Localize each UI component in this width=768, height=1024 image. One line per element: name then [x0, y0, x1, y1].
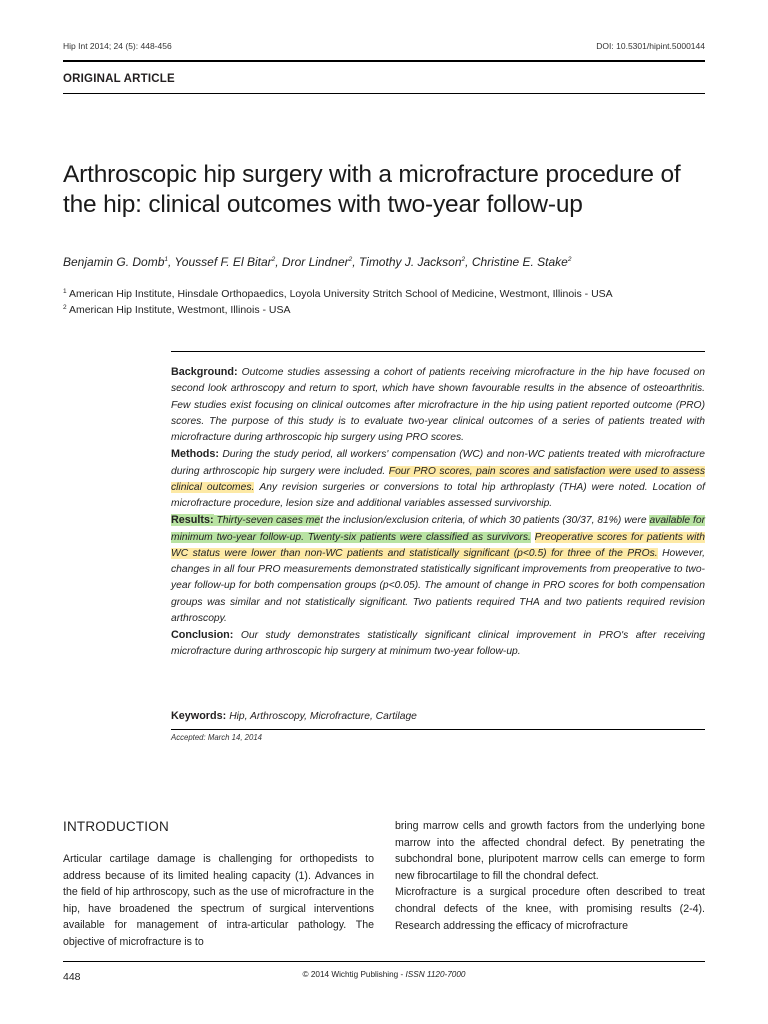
footer-rule [63, 961, 705, 962]
abstract-results-label: Results: [171, 514, 214, 527]
body-paragraph: bring marrow cells and growth factors from the underlying bone marrow into the affected chondral defect. By penetrating the subchondral bone, pluripotent marrow cells can emerge to form new fibrocartilage to fill the chondral defect. [395, 820, 705, 882]
author: Timothy J. Jackson [358, 255, 462, 269]
abstract-background-label: Background: [171, 366, 238, 378]
author-affiliation-mark: 2 [461, 256, 466, 263]
copyright [0, 970, 768, 979]
abstract-methods-label: Methods: [171, 448, 219, 461]
results-highlight-green: available for minimum two-year follow-up. Twenty-six patients were classified as survivors. [171, 515, 705, 543]
author: Youssef F. El Bitar [174, 255, 272, 269]
abstract-background-text: Outcome studies assessing a cohort of patients receiving microfracture in the hip have focused on second look arthroscopy and return to sport, which have shown favourable results in the absence of osteoarthritis. Few studies exist focusing on clinical outcomes after microfracture in the hip using patient reported outcome (PRO) scores. The purpose of this study is to evaluate two-year clinical outcomes of a series of patients treated with microfracture during arthroscopic hip surgery using PRO scores. [171, 367, 705, 443]
keywords-label: Keywords: [171, 710, 227, 722]
body-paragraph: Microfracture is a surgical procedure often described to treat chondral defects of the knee, with promising results (2-4). Research addressing the efficacy of microfracture [395, 886, 705, 932]
section-label: ORIGINAL ARTICLE [63, 73, 175, 85]
abstract [171, 364, 705, 661]
abstract-rule-top [171, 351, 705, 352]
abstract-methods [171, 446, 705, 512]
abstract-methods-text: During the study period, all workers' compensation (WC) and non-WC patients treated with microfracture during arthroscopic hip surgery were included. [171, 449, 705, 477]
abstract-methods-text: Any revision surgeries or conversions to total hip arthroplasty (THA) were noted. Location of microfracture procedure, lesion size and additional variables assessed survivorship. [171, 481, 705, 509]
keywords-text: Hip, Arthroscopy, Microfracture, Cartilage [229, 711, 417, 722]
author-separator: , [168, 255, 175, 269]
results-highlight-green: Thirty-seven cases me [216, 515, 321, 527]
keywords [171, 710, 417, 722]
affiliation [63, 304, 291, 316]
header-rule-bottom [63, 93, 705, 94]
issn: ISSN 1120-7000 [405, 970, 466, 979]
author-affiliation-mark: 1 [164, 256, 168, 263]
journal-citation: Hip Int 2014; 24 (5): 448-456 [63, 41, 172, 51]
affiliation-number: 1 [63, 288, 67, 295]
accepted-date: Accepted: March 14, 2014 [171, 733, 263, 742]
introduction-column-right [395, 818, 705, 934]
author: Benjamin G. Domb [63, 255, 165, 269]
results-highlight-yellow: Preoperative scores for patients with WC status were lower than non-WC patients and statistically significant (p<0.5) for three of the PROs. [171, 531, 705, 559]
author: Dror Lindner [281, 255, 349, 269]
article-title: Arthroscopic hip surgery with a microfracture procedure of the hip: clinical outcomes with two-year follow-up [63, 161, 681, 218]
abstract-results-text: However, changes in all four PRO measurements demonstrated statistically significant improvements from preoperative to two-year follow-up for both compensation groups (p<0.05). The amount of change in PRO scores for both compensation groups was similar and not statistically significant. Two patients required THA and two patients required revision arthroscopy. [171, 547, 705, 624]
author: Christine E. Stake [471, 255, 568, 269]
methods-highlight: Four PRO scores, pain scores and satisfaction were used to assess clinical outcomes. [171, 465, 705, 493]
introduction-heading: INTRODUCTION [63, 819, 169, 834]
author-list [63, 255, 571, 269]
introduction-column-left: Articular cartilage damage is challenging for orthopedists to address because of its limited healing capacity (1). Advances in the field of hip arthroscopy, such as the use of microfracture in the hip, have broadened the spectrum of surgical interventions available for management of intra-articular pathology. The objective of microfracture is to [63, 853, 374, 948]
author-separator: , [352, 255, 359, 269]
abstract-results-text: t the inclusion/exclusion criteria, of which 30 patients (30/37, 81%) were [320, 515, 647, 527]
author-affiliation-mark: 2 [348, 256, 353, 263]
header-rule-top [63, 60, 705, 62]
author-affiliation-mark: 2 [271, 256, 276, 263]
abstract-conclusion [171, 627, 705, 661]
affiliation-text: American Hip Institute, Westmont, Illinois - USA [68, 304, 291, 316]
author-separator: , [465, 255, 472, 269]
author-separator: , [275, 255, 282, 269]
abstract-conclusion-label: Conclusion: [171, 629, 234, 641]
affiliation-number: 2 [63, 304, 67, 311]
abstract-background [171, 364, 705, 446]
affiliation-text: American Hip Institute, Hinsdale Orthopaedics, Loyola University Stritch School of Medicine, Westmont, Illinois - USA [68, 288, 613, 300]
page-number: 448 [63, 971, 81, 983]
author-affiliation-mark: 2 [567, 256, 572, 263]
abstract-results [171, 512, 705, 627]
copyright-text: © 2014 Wichtig Publishing - [302, 970, 406, 979]
affiliation [63, 288, 613, 300]
abstract-rule-bottom [171, 729, 705, 730]
doi: DOI: 10.5301/hipint.5000144 [596, 41, 705, 51]
abstract-conclusion-text: Our study demonstrates statistically significant clinical improvement in PRO's after receiving microfracture during arthroscopic hip surgery at minimum two-year follow-up. [171, 630, 705, 658]
